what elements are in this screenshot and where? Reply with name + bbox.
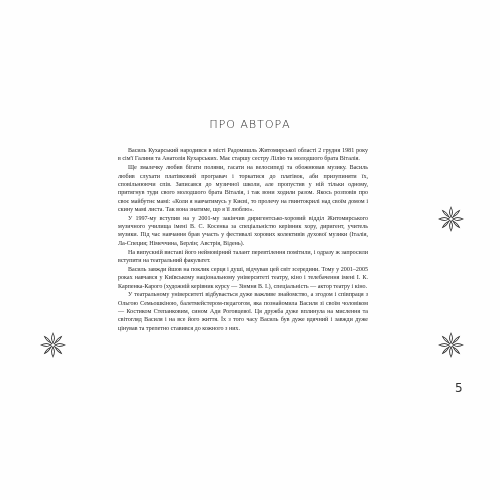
page-number: 5 <box>455 381 463 395</box>
article-body <box>118 147 368 333</box>
paragraph: Ще змалечку любив бігати полями, гасати на велосипеді та обожнював музику. Василь любив слухати платівковий програвач і торкатися до платівок, аби призупиняти їх, сповільнюючи спів. Записався до музичної школи, але пропустив у ній тільки одному, притягнув туди свого молодшого брата Віталія, і так вони ходили разом. Якось розповів про своє майбутнє мамі: «Коли я навчатимусь у Києві, то пролечу на гвинтокрилі над своїм домом і скину мамі листа. Так вона знатиме, що я її люблю». <box>118 165 368 213</box>
floral-ornament-icon <box>40 332 66 358</box>
paragraph: Василь завжди йшов на поклик серця і душі, відчував цей світ зсередини. Тому у 2001–2005 роках навчався у Київському національному університеті театру, кіно і телебачення імені І. К. Карпенка-Карого (художній керівник курсу — Зінмня В. І.), спеціальність — актор театру і кіно. <box>118 266 368 290</box>
floral-ornament-icon <box>438 206 464 232</box>
paragraph: У театральному університеті відбувається дуже важливе знайомство, а згодом і співпраця з Ольгою Семьошкіною, балетмейстером-педагогом, яка познайомила Василя зі своїм чоловіком — Костиком Степанковим, сином Ади Роговцевої. Ця дружба дуже вплинула на мислення та світогляд Василя і на все його життя. Їх з того часу Василь був дуже вдячний і завжди дуже цінував та трепетно ставився до кожного з них. <box>118 292 368 332</box>
page-title: ПРО АВТОРА <box>209 118 291 131</box>
paragraph: У 1997-му вступив на у 2001-му закінчив диригентсько-хоровий відділ Житомирського музичного училища імені В. С. Косенка за спеціальністю керівник хору, диригент, учитель музики. Під час навчання брав участь у фестивалі хорових колективів духової музики (Італія, Ла-Специя; Німеччина, Берлін; Австрія, Відень). <box>118 215 368 247</box>
paragraph: Василь Кухарський народився в місті Радомишль Житомирської області 2 грудня 1981 року в сім'ї Галини та Анатолія Кухарських. Має старшу сестру Лілію та молодшого брата Віталія. <box>118 148 368 163</box>
paragraph: На випускній виставі його неймовірний талант перевтілення помітили, і одразу ж запросили вступити на театральний факультет. <box>118 249 368 264</box>
floral-ornament-icon <box>438 332 464 358</box>
